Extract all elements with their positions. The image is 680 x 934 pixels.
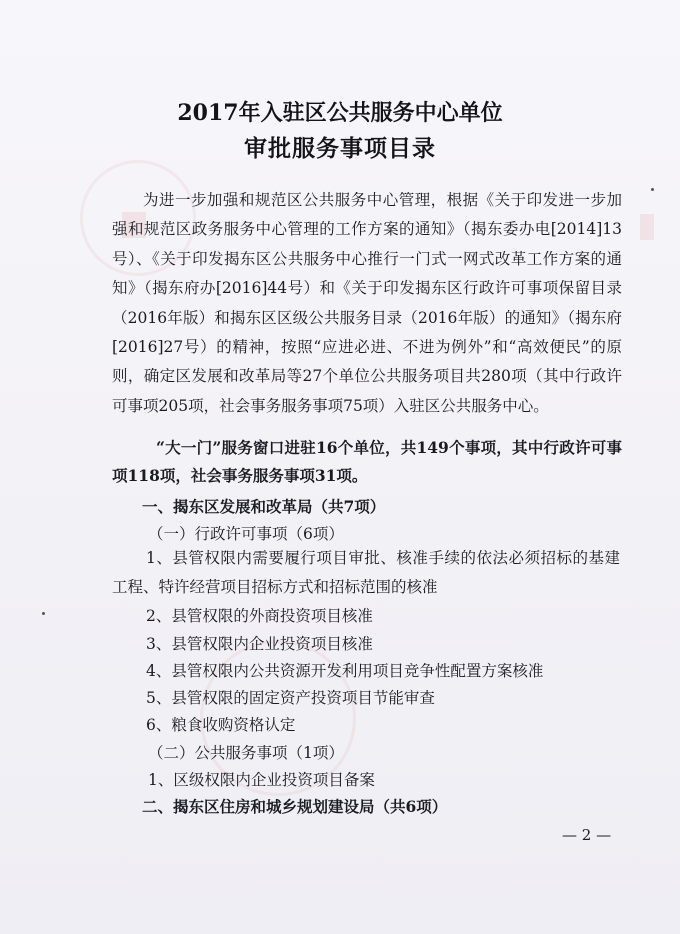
section-heading: 一、揭东区发展和改革局（共7项）: [142, 497, 386, 516]
summary-paragraph: “大一门”服务窗口进驻16个单位，共149个事项，其中行政许可事项118项，社会事务服务事项31项。: [112, 438, 622, 485]
section-heading: 二、揭东区住房和城乡规划建设局（共6项）: [142, 797, 448, 816]
faint-red-mark: [640, 214, 654, 240]
intro-paragraph: 为进一步加强和规范区公共服务中心管理，根据《关于印发进一步加强和规范区政务服务中心管理的工作方案的通知》（揭东委办电[2014]13号）、《关于印发揭东区公共服务中心推行一门式一网式改革工作方案的通知》（揭东府办[2016]44号）和《关于印发揭东区行政许可事项保留目录（2016年版）和揭东区区级公共服务目录（2016年版）的通知》（揭东府[2016]27号）的精神，按照“应进必进、不进为例外”和“高效便民”的原则，确定区发展和改革局等27个单位公共服务项目共280项（其中行政许可事项205项，社会事务服务事项75项）入驻区公共服务中心。: [112, 191, 622, 415]
list-item: 4、县管权限内公共资源开发利用项目竞争性配置方案核准: [146, 662, 544, 680]
subsection-heading: （二）公共服务事项（1项）: [148, 744, 344, 762]
speck: [651, 188, 654, 191]
list-item: 3、县管权限内企业投资项目核准: [146, 635, 373, 653]
list-item: 5、县管权限的固定资产投资项目节能审查: [146, 689, 435, 707]
list-item: 6、粮食收购资格认定: [146, 716, 296, 734]
list-item: 1、县管权限内需要履行项目审批、核准手续的依法必须招标的基建工程、特许经营项目招标方式和招标范围的核准: [112, 549, 620, 596]
document-title-line2: 审批服务事项目录: [244, 135, 436, 162]
page-number: — 2 —: [562, 826, 612, 844]
document-title-line1: 2017年入驻区公共服务中心单位: [177, 100, 503, 126]
subsection-heading: （一）行政许可事项（6项）: [148, 525, 344, 543]
speck: [42, 612, 45, 615]
list-item: 2、县管权限的外商投资项目核准: [146, 607, 373, 625]
list-item: 1、区级权限内企业投资项目备案: [148, 771, 375, 789]
